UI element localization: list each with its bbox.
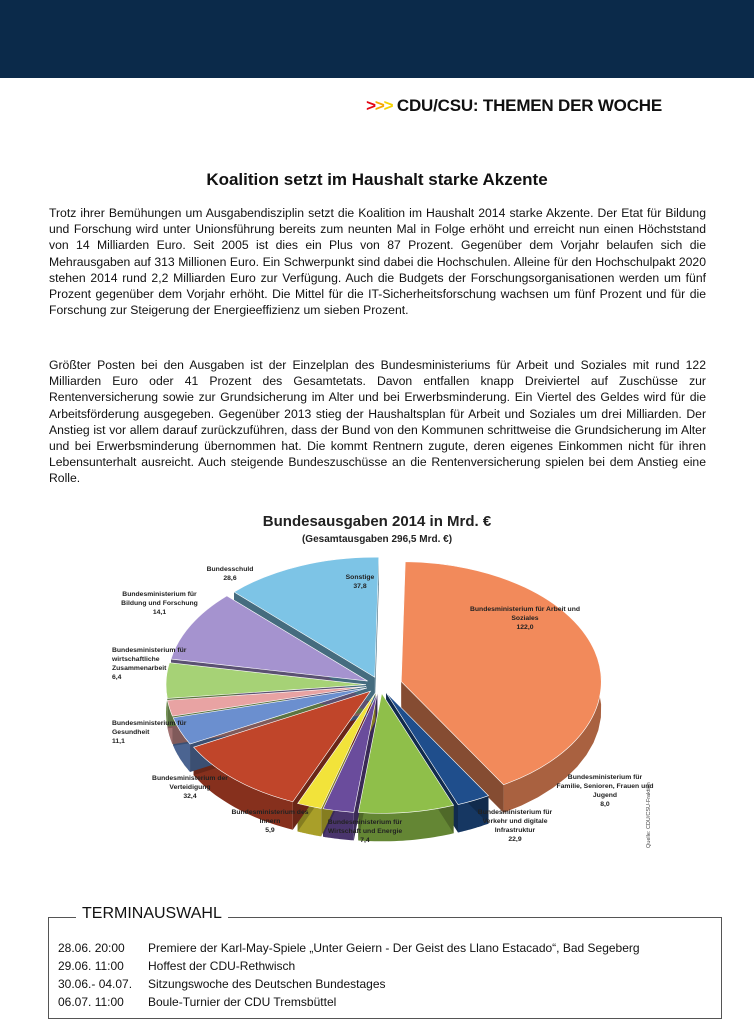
chart-title: Bundesausgaben 2014 in Mrd. € (262, 513, 492, 530)
term-heading: TERMINAUSWAHL (76, 905, 228, 923)
label-verkehr: Bundesministerium für Verkehr und digitale Infrastruktur 22,9 (477, 809, 553, 843)
label-gesundheit: Bundesministerium für Gesundheit 11,1 (112, 720, 187, 745)
label-verteidigung: Bundesministerium der Verteidigung 32,4 (152, 775, 228, 800)
label-sonstige: Sonstige 37,8 (345, 574, 375, 590)
term-text: Boule-Turnier der CDU Tremsbüttel (148, 995, 337, 1009)
arrow-orange-icon: > (374, 96, 385, 115)
label-wirtschaft-energie: Bundesministerium für Wirtschaft und Energie 7,4 (327, 819, 403, 844)
term-item (58, 977, 386, 991)
label-wirtschaftliche-zusammenarbeit: Bundesministerium für wirtschaftliche Zusammenarbeit 6,4 (112, 647, 187, 681)
term-text: Sitzungswoche des Deutschen Bundestages (148, 977, 386, 991)
term-date: 28.06. 20:00 (58, 941, 125, 955)
label-innern: Bundesministerium des Innern 5,9 (231, 809, 309, 834)
chart-subtitle: (Gesamtausgaben 296,5 Mrd. €) (301, 534, 453, 545)
term-item (58, 941, 640, 955)
top-banner (0, 0, 754, 78)
term-item (58, 995, 336, 1009)
chart-source: Quelle: CDU/CSU-Fraktion (646, 782, 652, 848)
section-title: CDU/CSU: THEMEN DER WOCHE (396, 96, 662, 115)
arrows-icon (366, 96, 397, 115)
article-paragraph-2: Größter Posten bei den Ausgaben ist der Einzelplan des Bundesministeriums für Arbeit und Soziales mit rund 122 Milliarden Euro oder 41 Prozent des Gesamtetats. Davon entfallen knapp Dreiviertel auf Zuschüsse zur Rentenversicherung sowie zur Grundsicherung im Alter und bei Erwerbsminderung. Ein Viertel des Geldes wird für die Arbeitsförderung ausgegeben. Gegenüber 2013 stieg der Haushaltsplan für Arbeit und Soziales um drei Milliarden. Der Anstieg ist vor allem darauf zurückzuführen, dass der Bund von den Kommunen schrittweise die Grundsicherung im Alter und bei Erwerbsminderung übernommen hat. Die kommt Rentnern zugute, deren eigenes Einkommen nicht für ihren Lebensunterhalt ausreicht. Auch steigende Bundeszuschüsse an die Rentenversicherung spielen bei dem Anstieg eine Rolle. (49, 358, 706, 486)
label-arbeit-soziales: Bundesministerium für Arbeit und Soziales 122,0 (470, 606, 581, 631)
term-item (58, 959, 295, 973)
term-text: Hoffest der CDU-Rethwisch (148, 959, 296, 973)
term-date: 06.07. 11:00 (58, 995, 124, 1009)
arrow-red-icon: > (366, 96, 376, 115)
label-bundesschuld: Bundesschuld 28,6 (206, 566, 254, 582)
term-date: 29.06. 11:00 (58, 959, 124, 973)
article-paragraph-1: Trotz ihrer Bemühungen um Ausgabendisziplin setzt die Koalition im Haushalt 2014 starke Akzente. Der Etat für Bildung und Forschung wird unter Unionsführung bereits zum neunten Mal in Folge erhöht und erreicht nun einen Höchststand von 14 Milliarden Euro. Seit 2005 ist dies ein Plus von 87 Prozent. Gegenüber dem Vorjahr belaufen sich die Mehrausgaben auf 313 Millionen Euro. Ein Schwerpunkt sind dabei die Hochschulen. Alleine für den Hochschulpakt 2020 stehen 2014 rund 2,2 Milliarden Euro zur Verfügung. Auch die Budgets der Forschungsorganisationen werden um fünf Prozent gegenüber dem Vorjahr erhöht. Die Mittel für die IT-Sicherheitsforschung wachsen um fünf Prozent und für die Forschung zur Steigerung der Energieeffizienz um sieben Prozent. (49, 206, 706, 318)
section-header (366, 96, 662, 116)
term-text: Premiere der Karl-May-Spiele „Unter Geiern - Der Geist des Llano Estacado“, Bad Segeberg (148, 941, 640, 955)
label-bildung-forschung: Bundesministerium für Bildung und Forschung 14,1 (121, 591, 198, 616)
label-familie: Bundesministerium für Familie, Senioren, Frauen und Jugend 8,0 (556, 774, 654, 808)
arrow-yellow-icon: > (383, 96, 394, 115)
article-title: Koalition setzt im Haushalt starke Akzente (206, 170, 548, 189)
term-date: 30.06.- 04.07. (58, 977, 133, 991)
